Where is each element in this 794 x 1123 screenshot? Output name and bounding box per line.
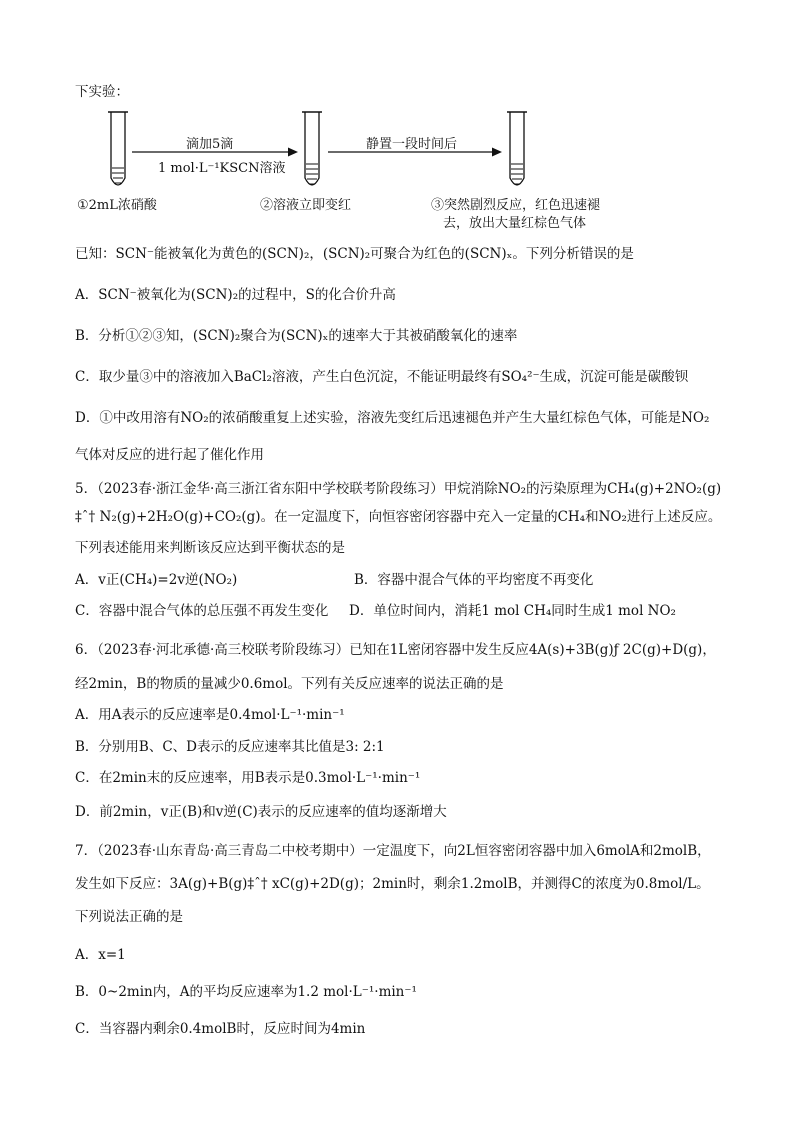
q7-option-b: B．0~2min内，A的平均反应速率为1.2 mol·L⁻¹·min⁻¹ bbox=[75, 984, 417, 1000]
q6-option-b: B．分别用B、C、D表示的反应速率其比值是3: 2:1 bbox=[75, 739, 385, 755]
q4-known: 已知：SCN⁻能被氧化为黄色的(SCN)₂，(SCN)₂可聚合为红色的(SCN)ₓ。下列分析错误的是 bbox=[75, 246, 634, 262]
q5-option-a: A．v正(CH₄)=2v逆(NO₂) bbox=[75, 572, 238, 588]
q5-line1: 5．（2023春·浙江金华·高三浙江省东阳中学校联考阶段练习）甲烷消除NO₂的污染原理为CH₄(g)+2NO₂(g) bbox=[75, 481, 722, 497]
q6-option-c: C．在2min末的反应速率，用B表示是0.3mol·L⁻¹·min⁻¹ bbox=[75, 770, 421, 786]
q6-option-a: A．用A表示的反应速率是0.4mol·L⁻¹·min⁻¹ bbox=[75, 707, 345, 723]
q7-line3: 下列说法正确的是 bbox=[75, 909, 183, 925]
q5-option-b: B．容器中混合气体的平均密度不再变化 bbox=[354, 572, 594, 588]
q4-option-a: A．SCN⁻被氧化为(SCN)₂的过程中，S的化合价升高 bbox=[75, 287, 396, 303]
q6-line2: 经2min，B的物质的量减少0.6mol。下列有关反应速率的说法正确的是 bbox=[75, 676, 504, 692]
q5-line3: 下列表述能用来判断该反应达到平衡状态的是 bbox=[75, 540, 345, 556]
test-tube-1 bbox=[108, 112, 128, 185]
q6-line1: 6．（2023春·河北承德·高三校联考阶段练习）已知在1L密闭容器中发生反应4A(s)+3B(g)ƒ 2C(g)+D(g)， bbox=[75, 642, 716, 658]
q7-option-a: A．x=1 bbox=[75, 947, 126, 963]
tube1-caption: ①2mL浓硝酸 bbox=[77, 198, 157, 213]
q7-line2: 发生如下反应：3A(g)+B(g)‡ˆ† xC(g)+2D(g)；2min时，剩余1.2molB，并测得C的浓度为0.8mol/L。 bbox=[75, 876, 710, 892]
q5-line2: ‡ˆ† N₂(g)+2H₂O(g)+CO₂(g)。在一定温度下，向恒容密闭容器中充入一定量的CH₄和NO₂进行上述反应。 bbox=[75, 509, 722, 525]
test-tube-2 bbox=[302, 112, 322, 185]
q6-option-d: D．前2min，v正(B)和v逆(C)表示的反应速率的值均逐渐增大 bbox=[75, 804, 447, 820]
intro-text: 下实验： bbox=[75, 84, 129, 100]
q4-option-d-line2: 气体对反应的进行起了催化作用 bbox=[75, 447, 264, 463]
tube3-caption-line2: 去，放出大量红棕色气体 bbox=[443, 216, 587, 231]
arrow2-top-label: 静置一段时间后 bbox=[366, 137, 458, 152]
q4-option-b: B．分析①②③知，(SCN)₂聚合为(SCN)ₓ的速率大于其被硝酸氧化的速率 bbox=[75, 328, 518, 344]
q4-option-d-line1: D．①中改用溶有NO₂的浓硝酸重复上述实验，溶液先变红后迅速褪色并产生大量红棕色气体，可能是NO₂ bbox=[75, 410, 710, 426]
test-tube-3 bbox=[507, 112, 527, 185]
q7-line1: 7．（2023春·山东青岛·高三青岛二中校考期中）一定温度下，向2L恒容密闭容器中加入6molA和2molB， bbox=[75, 843, 711, 859]
arrow1-bottom-label: 1 mol·L⁻¹KSCN溶液 bbox=[158, 161, 286, 176]
q5-option-d: D．单位时间内，消耗1 mol CH₄同时生成1 mol NO₂ bbox=[349, 603, 676, 619]
q4-option-c: C．取少量③中的溶液加入BaCl₂溶液，产生白色沉淀，不能证明最终有SO₄²⁻生成，沉淀可能是碳酸钡 bbox=[75, 369, 689, 385]
tube3-caption-line1: ③突然剧烈反应，红色迅速褪 bbox=[431, 198, 601, 213]
q5-option-c: C．容器中混合气体的总压强不再发生变化 bbox=[75, 603, 329, 619]
q7-option-c: C．当容器内剩余0.4molB时，反应时间为4min bbox=[75, 1021, 366, 1037]
tube2-caption: ②溶液立即变红 bbox=[260, 198, 352, 213]
arrow1-top-label: 滴加5滴 bbox=[186, 137, 234, 152]
